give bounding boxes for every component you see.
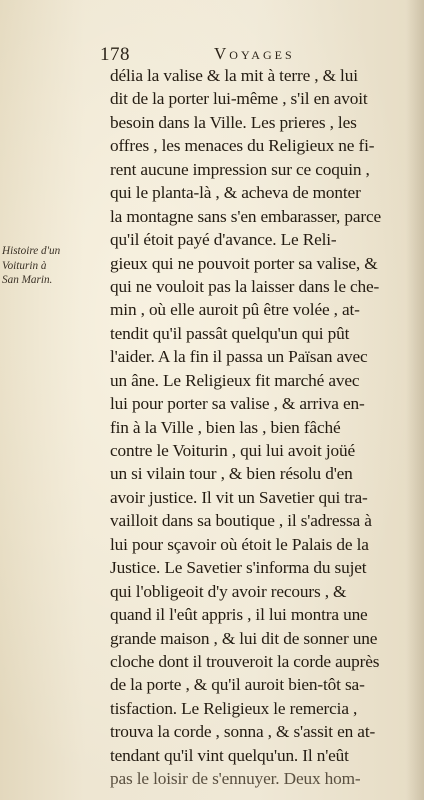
text-line: offres , les menaces du Religieux ne fi- bbox=[110, 136, 375, 156]
text-line: fin à la Ville , bien las , bien fâché bbox=[110, 417, 341, 437]
text-line: quand il l'eût appris , il lui montra une bbox=[110, 605, 368, 625]
text-line: tisfaction. Le Religieux le remercia , bbox=[110, 698, 358, 718]
text-line: grande maison , & lui dit de sonner une bbox=[110, 628, 378, 648]
text-line: gieux qui ne pouvoit porter sa valise, & bbox=[110, 253, 378, 273]
page-number: 178 bbox=[100, 44, 130, 65]
text-line: Justice. Le Savetier s'informa du sujet bbox=[110, 558, 367, 578]
text-line: trouva la corde , sonna , & s'assit en at- bbox=[110, 722, 376, 742]
text-line: un si vilain tour , & bien résolu d'en bbox=[110, 464, 353, 484]
text-line: dit de la porter lui-même , s'il en avoit bbox=[110, 89, 368, 109]
text-line: tendant qu'il vint quelqu'un. Il n'eût bbox=[110, 745, 349, 765]
text-line: qui ne vouloit pas la laisser dans le che- bbox=[110, 276, 380, 296]
text-line: de la porte , & qu'il auroit bien-tôt sa- bbox=[110, 675, 365, 695]
text-line: délia la valise & la mit à terre , & lui bbox=[110, 66, 358, 85]
body-text bbox=[110, 64, 416, 791]
running-title: Voyages bbox=[214, 44, 295, 63]
text-line: lui pour sçavoir où étoit le Palais de la bbox=[110, 534, 369, 554]
text-line: la montagne sans s'en embarasser, parce bbox=[110, 206, 382, 226]
margin-note bbox=[2, 244, 98, 288]
text-line: min , où elle auroit pû être volée , at- bbox=[110, 300, 360, 320]
text-line: cloche dont il trouveroit la corde auprès bbox=[110, 651, 380, 671]
text-line: qui le planta-là , & acheva de monter bbox=[110, 183, 361, 203]
margin-note-line: Histoire d'un bbox=[2, 245, 61, 257]
text-line: avoir justice. Il vit un Savetier qui tra- bbox=[110, 487, 368, 507]
text-line: tendit qu'il passât quelqu'un qui pût bbox=[110, 323, 350, 343]
text-line: qu'il étoit payé d'avance. Le Reli- bbox=[110, 230, 337, 250]
text-line: l'aider. A la fin il passa un Païsan avec bbox=[110, 347, 368, 367]
text-line: besoin dans la Ville. Les prieres , les bbox=[110, 112, 357, 132]
text-line: un âne. Le Religieux fit marché avec bbox=[110, 370, 360, 390]
text-line: rent aucune impression sur ce coquin , bbox=[110, 159, 370, 179]
text-line: qui l'obligeoit d'y avoir recours , & bbox=[110, 581, 347, 601]
text-line: lui pour porter sa valise , & arriva en- bbox=[110, 394, 365, 414]
text-line: contre le Voiturin , qui lui avoit joüé bbox=[110, 441, 356, 460]
text-line: vailloit dans sa boutique , il s'adressa à bbox=[110, 511, 372, 531]
margin-note-line: San Marin. bbox=[2, 274, 53, 287]
text-line: pas le loisir de s'ennuyer. Deux hom- bbox=[110, 769, 361, 789]
margin-note-line: Voiturin à bbox=[2, 259, 47, 272]
